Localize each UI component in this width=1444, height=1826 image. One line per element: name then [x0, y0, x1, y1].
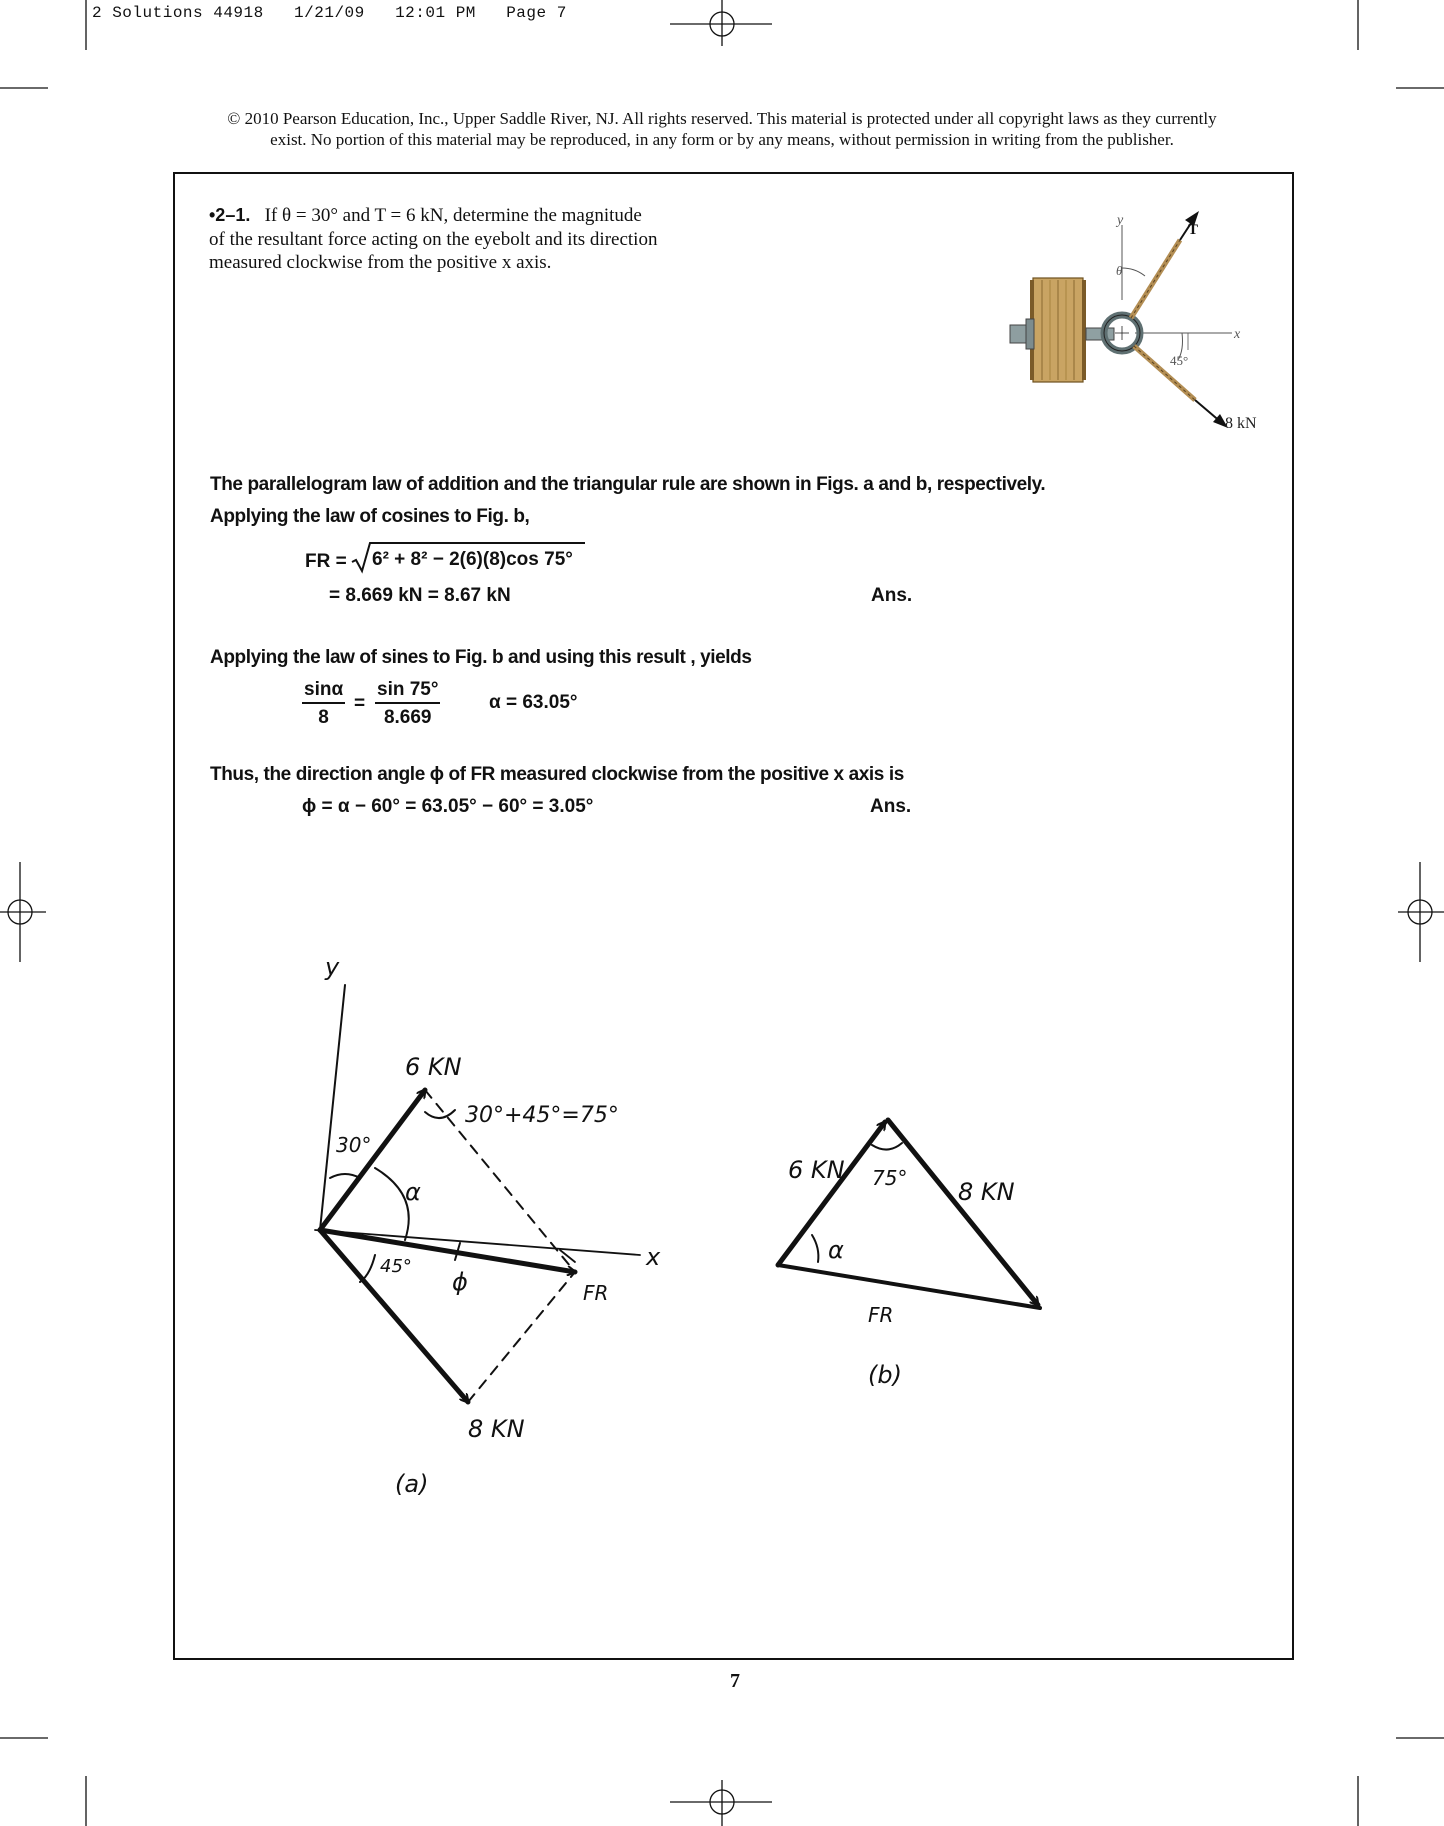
- registration-mark-top: [670, 0, 772, 46]
- copyright-line-1: © 2010 Pearson Education, Inc., Upper Saddle River, NJ. All rights reserved. This material is protected under all copyright laws as they currently: [227, 109, 1217, 128]
- sketch-b-caption: (b): [868, 1361, 902, 1389]
- problem-line-1: If θ = 30° and T = 6 kN, determine the magnitude: [264, 205, 642, 226]
- eyebolt-figure: [995, 205, 1285, 445]
- fig-8kN-label: 8 kN: [1225, 415, 1257, 432]
- fraction-2-numerator: sin 75°: [375, 679, 440, 704]
- fr-equation: [305, 551, 347, 573]
- solution-intro-2: Applying the law of cosines to Fig. b,: [210, 506, 530, 527]
- problem-line-3: measured clockwise from the positive x axis.: [209, 252, 552, 273]
- fraction-sin-75: [375, 679, 440, 729]
- fr-lhs: FR =: [305, 551, 347, 572]
- copyright-notice: [150, 108, 1294, 150]
- sines-intro: Applying the law of sines to Fig. b and using this result , yields: [210, 647, 752, 668]
- copyright-line-2: exist. No portion of this material may be reproduced, in any form or by any means, without permission in writing from the publisher.: [270, 130, 1174, 149]
- slug-page: Page 7: [506, 4, 567, 22]
- sketch-a-arc-30: [330, 1174, 360, 1178]
- sketch-a-sum-label: 30°+45°=75°: [465, 1103, 619, 1128]
- wood-post: [1030, 278, 1086, 382]
- problem-line-2: of the resultant force acting on the eyebolt and its direction: [209, 228, 658, 250]
- sketch-a-arc-75: [425, 1110, 455, 1118]
- nut: [1010, 325, 1028, 343]
- slug-time: 12:01 PM: [395, 4, 476, 22]
- fraction-equals: =: [354, 693, 366, 714]
- fig-y-label: y: [1117, 213, 1124, 228]
- fraction-1-numerator: sinα: [302, 679, 345, 704]
- sketch-b-triangle: [760, 1100, 1060, 1400]
- bolt-shank: [1086, 328, 1114, 340]
- fig-45-label: 45°: [1170, 353, 1189, 368]
- fig-x-label: x: [1234, 327, 1241, 342]
- sketch-b-fr-label: FR: [868, 1303, 894, 1327]
- sketch-a-y-axis: [320, 985, 345, 1230]
- washer: [1026, 319, 1034, 349]
- sketch-a-6kn-vector: [320, 1090, 425, 1230]
- solution-intro-1: The parallelogram law of addition and the triangular rule are shown in Figs. a and b, respectively.: [210, 474, 1046, 495]
- sketch-b-8kn-vector: [888, 1120, 1038, 1305]
- fraction-1-denominator: 8: [318, 707, 329, 728]
- fig-theta-label: θ: [1116, 263, 1123, 278]
- direction-statement: Thus, the direction angle ϕ of FR measured clockwise from the positive x axis is: [210, 764, 904, 785]
- sketch-a-fr-label: FR: [583, 1281, 609, 1305]
- registration-mark-left: [0, 862, 46, 962]
- sketch-b-arc-alpha: [812, 1235, 818, 1262]
- fr-result: = 8.669 kN = 8.67 kN: [329, 585, 511, 606]
- answer-label-1: Ans.: [871, 585, 913, 606]
- sketch-a-arc-alpha: [375, 1168, 409, 1240]
- sketch-a-30-label: 30°: [336, 1133, 372, 1157]
- alpha-result: α = 63.05°: [489, 692, 578, 713]
- sketch-b-alpha-label: α: [828, 1236, 844, 1264]
- registration-mark-right: [1398, 862, 1444, 962]
- phi-result: ϕ = α − 60° = 63.05° − 60° = 3.05°: [302, 796, 594, 817]
- fraction-sin-alpha: [302, 679, 345, 729]
- slug-file: 2 Solutions 44918: [92, 4, 264, 22]
- slug-date: 1/21/09: [294, 4, 365, 22]
- sketch-a-fr-vector: [320, 1230, 575, 1272]
- sketch-a-x-axis: [315, 1230, 640, 1255]
- sketch-a-45-label: 45°: [380, 1256, 412, 1277]
- sketch-b-fr-vector: [778, 1265, 1040, 1308]
- sketch-b-arc-75: [872, 1143, 902, 1150]
- sketch-a-dashed-bottom: [468, 1272, 575, 1402]
- sketch-a-6kn-label: 6 KN: [405, 1053, 462, 1081]
- sketch-b-8kn-label: 8 KN: [958, 1178, 1015, 1206]
- fraction-2-denominator: 8.669: [383, 707, 432, 728]
- sketch-a-8kn-label: 8 KN: [468, 1415, 525, 1443]
- fig-T-label: T: [1188, 222, 1199, 238]
- sketch-b-6kn-label: 6 KN: [788, 1156, 845, 1184]
- sketch-a-alpha-label: α: [405, 1178, 421, 1206]
- page-number: 7: [730, 1670, 740, 1692]
- registration-mark-bottom: [670, 1780, 772, 1826]
- fr-radicand: 6² + 8² − 2(6)(8)cos 75°: [372, 549, 573, 570]
- sketch-a-y-label: y: [325, 953, 340, 981]
- sketch-b-75-label: 75°: [872, 1166, 908, 1190]
- sketch-a-phi-label: ϕ: [452, 1268, 468, 1296]
- problem-statement: [209, 204, 729, 275]
- sketch-a-parallelogram: [280, 935, 700, 1515]
- sketch-a-x-label: x: [646, 1243, 661, 1271]
- sketch-a-caption: (a): [395, 1470, 429, 1498]
- problem-number: •2–1.: [209, 205, 251, 225]
- answer-label-2: Ans.: [870, 796, 912, 817]
